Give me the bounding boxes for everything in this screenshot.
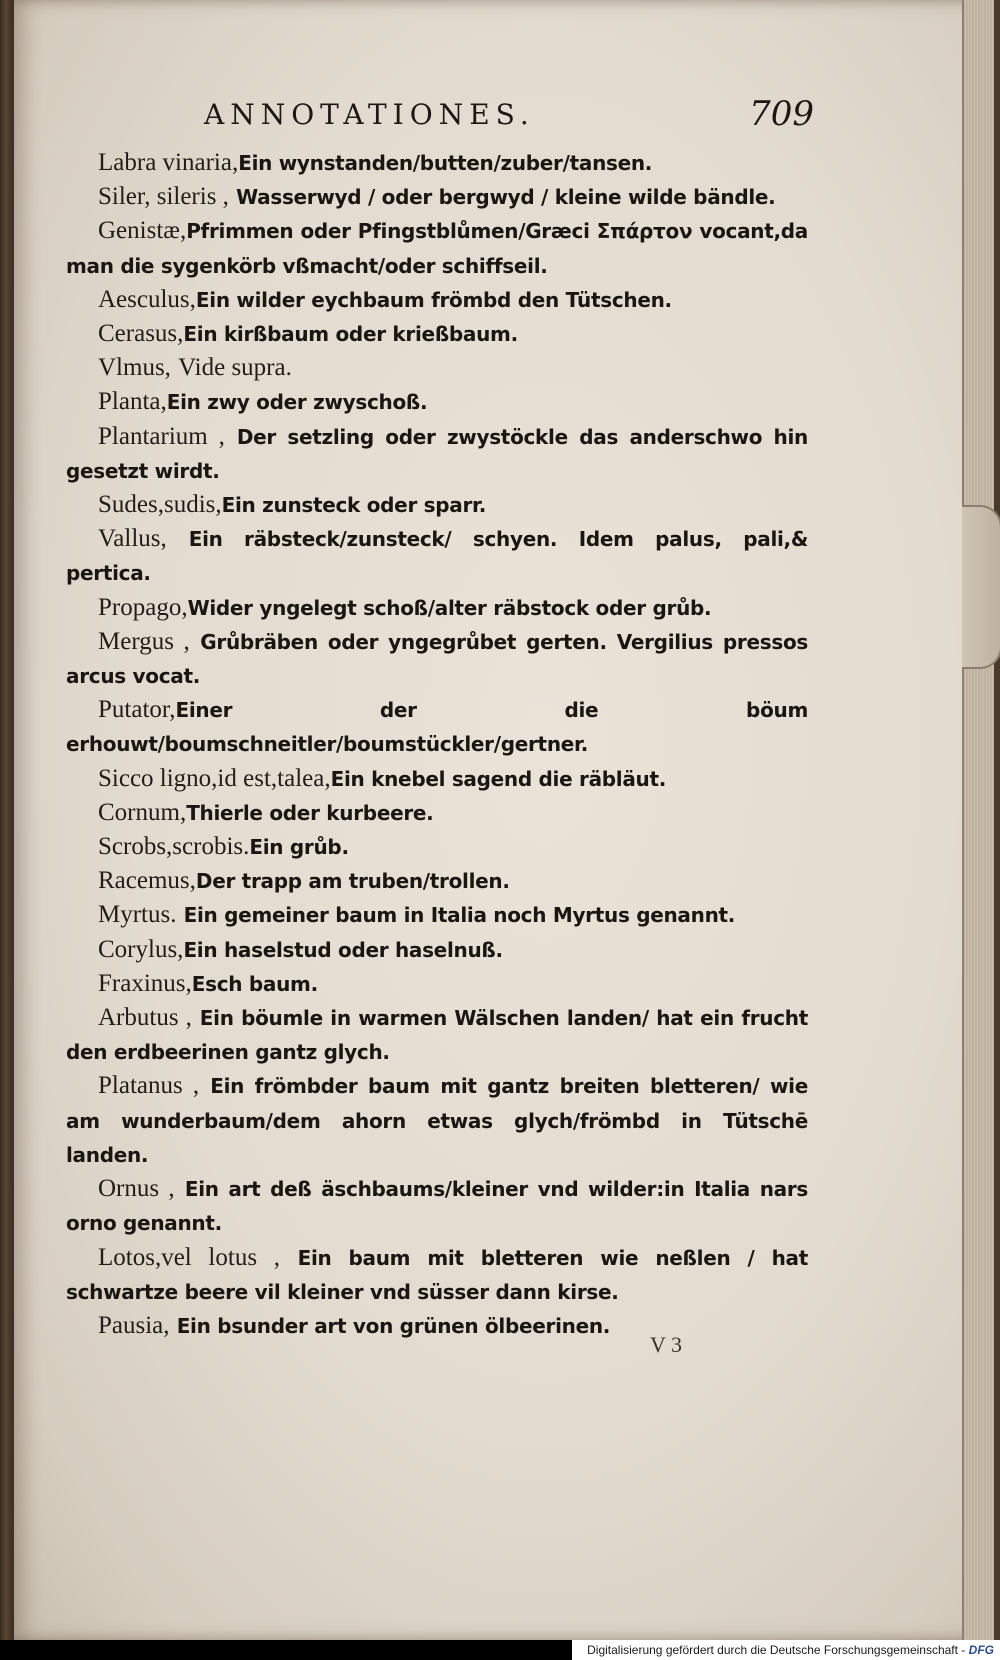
running-title: ANNOTATIONES. — [204, 98, 535, 131]
entry-term: Lotos,vel lotus , — [98, 1243, 280, 1271]
entry-gloss: Ein baum mit bletteren wie neßlen / hat schwartze beere vil kleiner vnd süsser dann kirse. — [66, 1245, 809, 1304]
entry-term: Pausia, — [98, 1311, 170, 1339]
entry-gloss: Pfrimmen oder Pfingstblůmen/Græci Σπάρτον vocant,da man die sygenkörb vßmacht/oder schiffseil. — [66, 219, 808, 278]
page-header — [204, 94, 814, 142]
glossary-entry — [66, 420, 808, 488]
entry-term: Fraxinus, — [98, 969, 192, 997]
page-number: 709 — [749, 94, 814, 134]
entry-term: Labra vinaria, — [98, 149, 239, 176]
entry-gloss: Der setzling oder zwystöckle das anderschwo hin gesetzt wirdt. — [66, 424, 808, 483]
glossary-entry — [66, 1241, 808, 1309]
dfg-logo-icon: DFG — [968, 1643, 994, 1657]
entry-gloss: Thierle oder kurbeere. — [186, 800, 434, 825]
glossary-entry — [66, 898, 808, 932]
entry-term: Cerasus, — [98, 320, 184, 348]
entry-gloss: Einer der die böum erhouwt/boumschneitler/boumstückler/gertner. — [66, 698, 808, 757]
entry-term: Ornus , — [98, 1175, 175, 1203]
funding-banner — [572, 1640, 1000, 1660]
entry-gloss: Grůbräben oder yngegrůbet gerten. Vergilius pressos arcus vocat. — [66, 629, 808, 689]
entry-term: Propago, — [98, 593, 188, 621]
entry-gloss: Ein frömbder baum mit gantz breiten bletteren/ wie am wunderbaum/dem ahorn etwas glych/frömbd in Tütschē landen. — [66, 1074, 808, 1167]
entry-term: Platanus , — [98, 1072, 200, 1100]
funding-text: Digitalisierung gefördert durch die Deutsche Forschungsgemeinschaft - — [587, 1643, 966, 1657]
entry-gloss: Ein gemeiner baum in Italia noch Myrtus genannt. — [183, 903, 736, 928]
page-tab — [962, 505, 1000, 669]
glossary-entry — [66, 488, 808, 522]
entry-gloss: Ein wynstanden/butten/zuber/tansen. — [238, 151, 653, 175]
signature-mark: V 3 — [650, 1332, 682, 1357]
entry-gloss: Ein räbsteck/zunsteck/ schyen. Idem palus, pali,& pertica. — [66, 527, 808, 586]
glossary-entry — [66, 796, 808, 830]
entry-term: Mergus , — [98, 627, 190, 655]
glossary-entry — [66, 1309, 808, 1343]
glossary-entry — [66, 591, 808, 625]
entry-gloss: Ein böumle in warmen Wälschen landen/ hat ein frucht den erdbeerinen gantz glych. — [66, 1006, 808, 1065]
glossary-entry — [66, 1069, 808, 1172]
entry-gloss: Der trapp am truben/trollen. — [195, 869, 510, 894]
glossary-entry — [66, 967, 808, 1001]
entry-gloss: Ein haselstud oder haselnuß. — [183, 937, 503, 962]
entry-term: Racemus, — [98, 867, 196, 895]
glossary-entry — [66, 762, 808, 796]
glossary-entry — [66, 1172, 808, 1240]
entry-gloss: Ein knebel sagend die räbläut. — [330, 766, 667, 791]
entry-gloss: Ein zwy oder zwyschoß. — [166, 390, 428, 415]
entry-gloss: Wider yngelegt schoß/alter räbstock oder grůb. — [187, 595, 712, 620]
glossary-entry — [66, 522, 808, 590]
entry-term: Sicco ligno,id est,talea, — [98, 764, 331, 792]
footer-band — [0, 1640, 572, 1660]
entry-gloss: Ein kirßbaum oder krießbaum. — [183, 322, 518, 347]
page-fore-edge — [962, 0, 994, 1640]
entry-term: Plantarium , — [98, 422, 225, 450]
glossary-entry — [66, 351, 808, 385]
entry-term: Cornum, — [98, 798, 187, 826]
glossary-entry — [66, 625, 808, 693]
entry-gloss: Esch baum. — [191, 971, 318, 996]
glossary-entry — [66, 180, 808, 214]
glossary-entry — [66, 830, 808, 864]
glossary-text — [66, 146, 808, 1343]
entry-term: Planta, — [98, 388, 167, 416]
glossary-entry — [66, 933, 808, 967]
entry-term: Aesculus, — [98, 285, 196, 313]
glossary-entry — [66, 214, 808, 282]
entry-term: Genistæ, — [98, 217, 187, 245]
entry-gloss: Wasserwyd / oder bergwyd / kleine wilde bändle. — [236, 185, 776, 210]
glossary-entry — [66, 1001, 808, 1069]
entry-term: Myrtus. — [98, 901, 177, 929]
entry-gloss: Ein art deß äschbaums/kleiner vnd wilder:in Italia nars orno genannt. — [66, 1177, 809, 1236]
entry-gloss: Ein grůb. — [249, 835, 349, 860]
book-page — [14, 0, 976, 1640]
glossary-entry — [66, 283, 808, 317]
entry-term: Corylus, — [98, 935, 184, 963]
entry-term: Siler, sileris , — [98, 183, 229, 211]
entry-term: Putator, — [98, 696, 176, 724]
entry-term: Arbutus , — [98, 1004, 192, 1032]
entry-gloss: Vide supra. — [178, 354, 292, 382]
entry-term: Sudes,sudis, — [98, 491, 222, 519]
entry-term: Vallus, — [98, 525, 167, 553]
entry-gloss: Ein bsunder art von grünen ölbeerinen. — [176, 1313, 611, 1338]
glossary-entry — [66, 693, 808, 761]
glossary-entry — [66, 864, 808, 898]
glossary-entry — [66, 146, 808, 180]
entry-gloss: Ein zunsteck oder sparr. — [221, 493, 487, 518]
entry-term: Scrobs,scrobis. — [98, 833, 250, 861]
glossary-entry — [66, 385, 808, 419]
entry-term: Vlmus, — [98, 354, 171, 382]
glossary-entry — [66, 317, 808, 351]
entry-gloss: Ein wilder eychbaum frömbd den Tütschen. — [195, 287, 672, 312]
